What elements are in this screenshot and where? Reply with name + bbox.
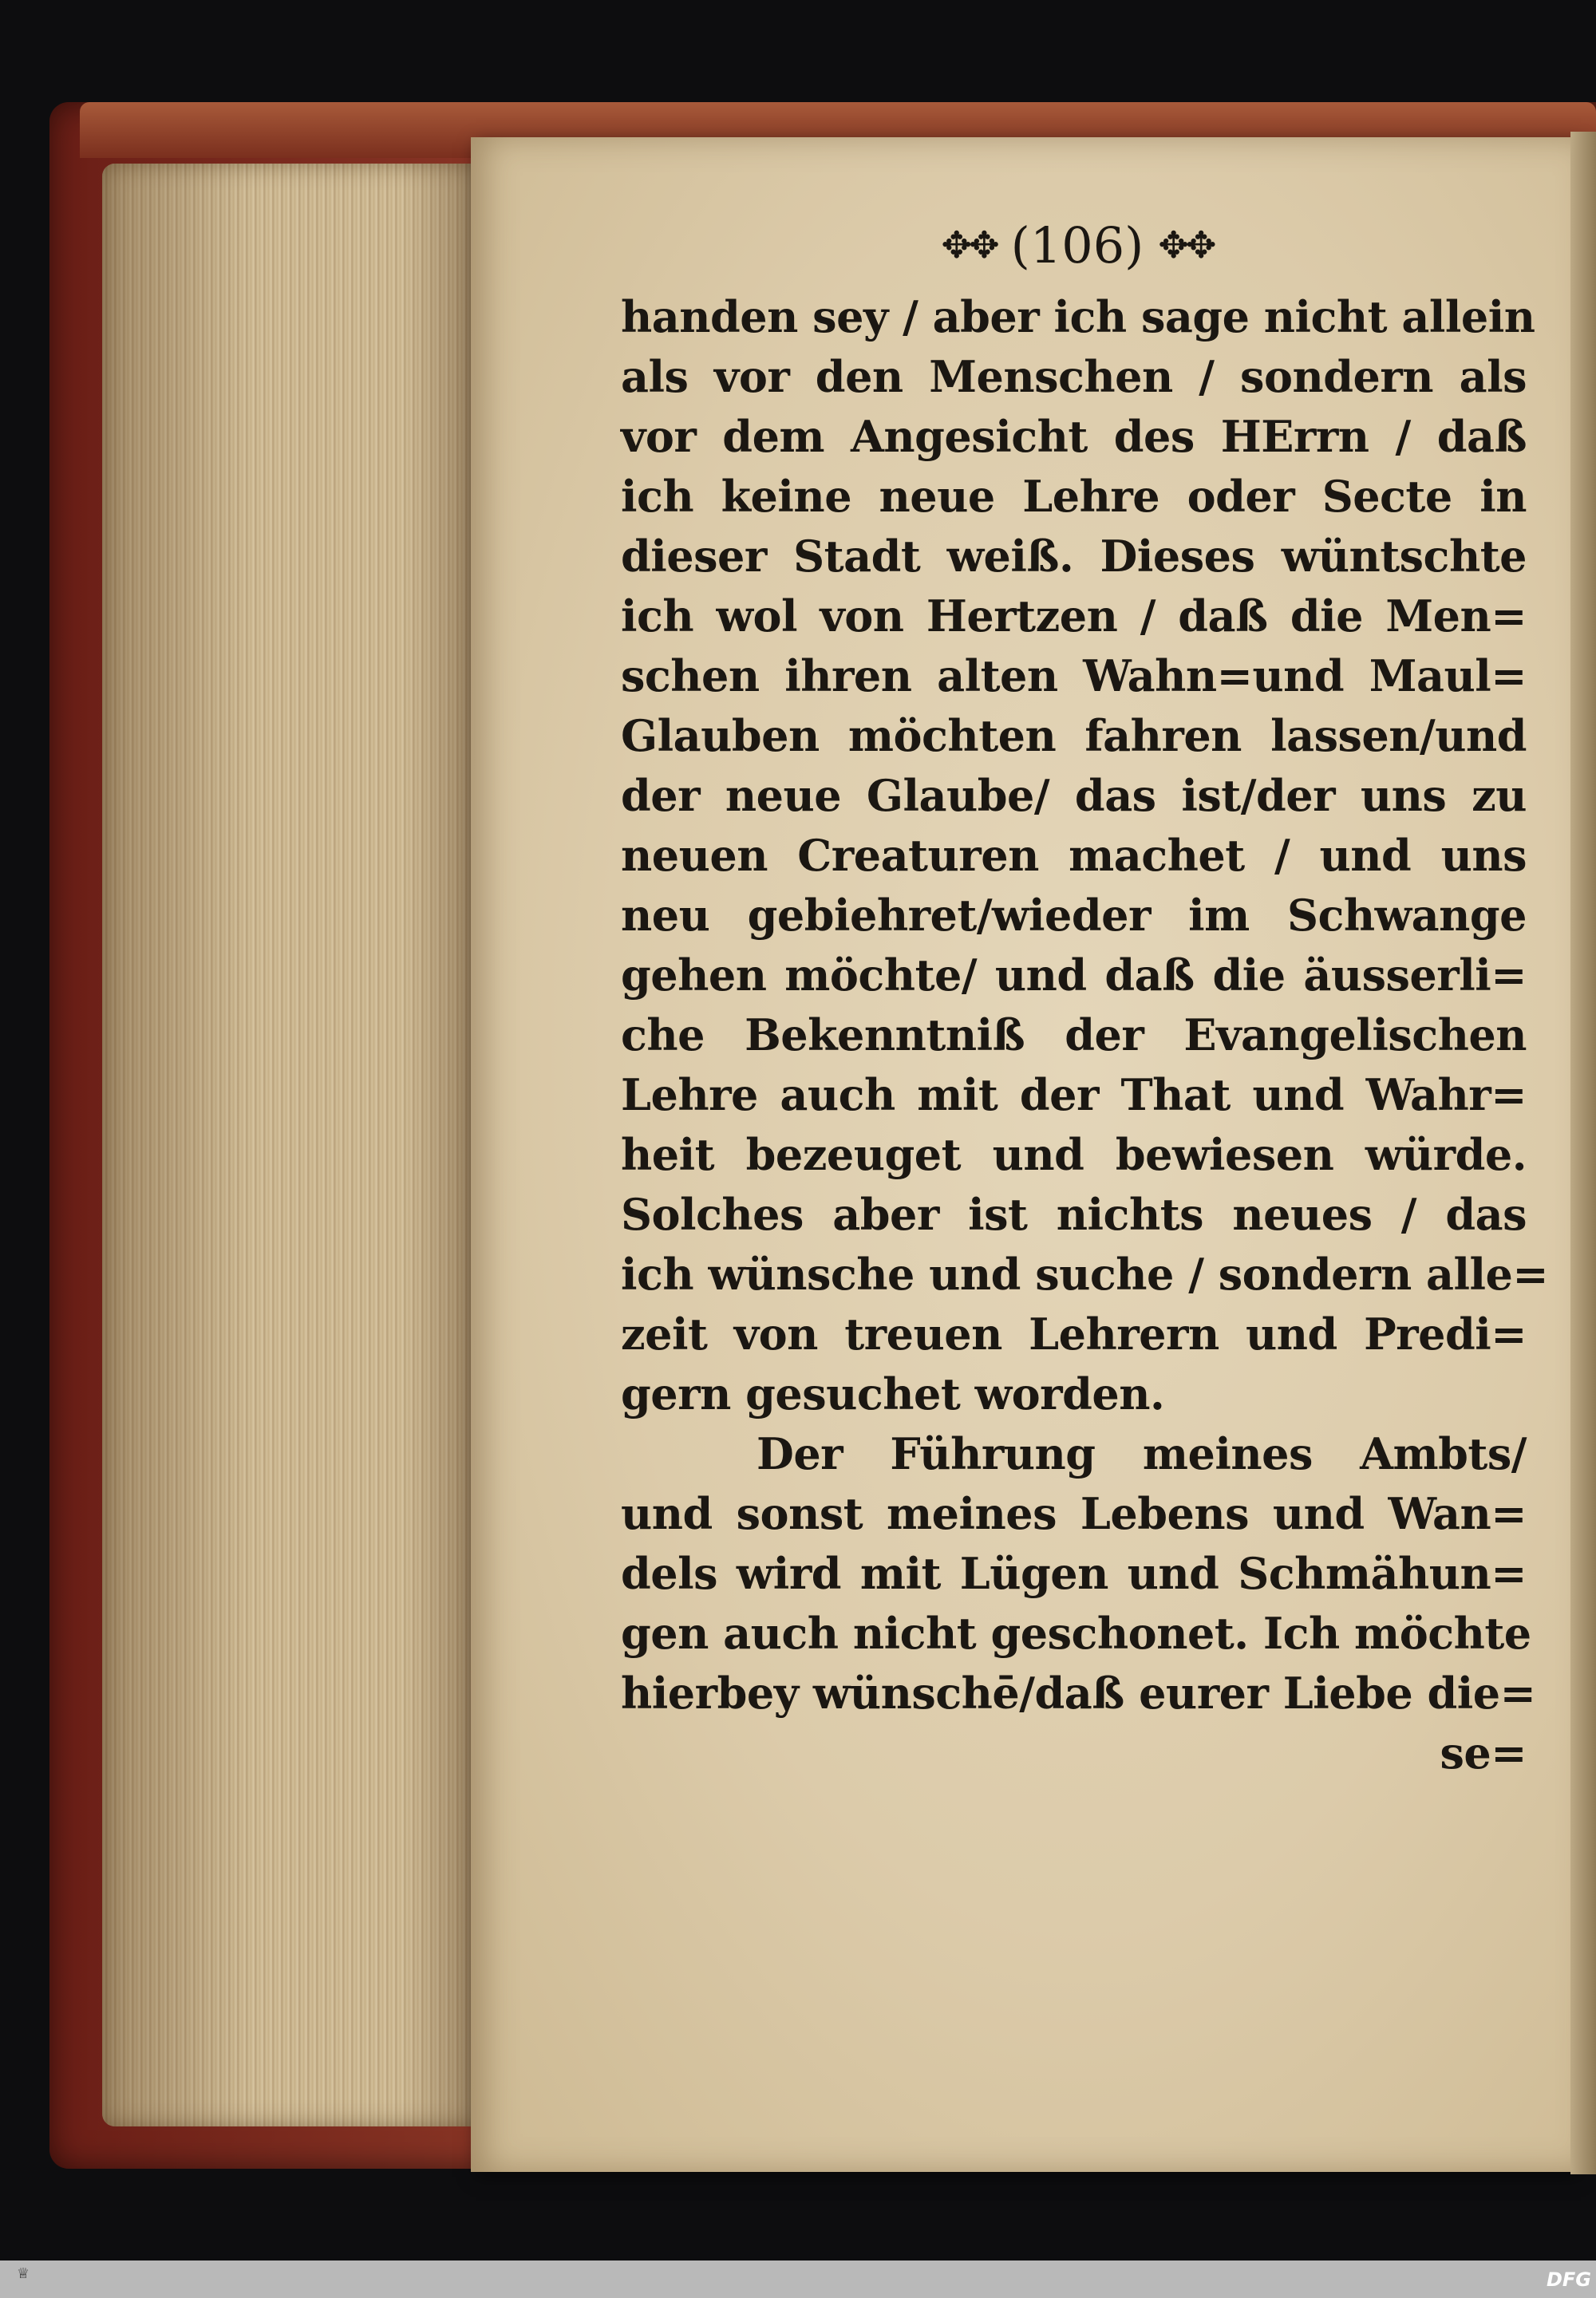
text-line: Solches aber ist nichts neues / das [621,1189,1527,1240]
text-line: ich wünsche und suche / sondern alle= [621,1249,1549,1300]
text-line: gen auch nicht geschonet. Ich möchte [621,1608,1531,1659]
text-line: gehen möchte/ und daß die äusserli= [621,950,1527,1001]
page-number: (106) [1010,215,1144,274]
text-line: als vor den Menschen / sondern als [621,351,1527,402]
library-logo [5,2266,41,2295]
text-line: hierbey wünschē/daß eurer Liebe die= [621,1668,1536,1719]
text-line: der neue Glaube/ das ist/der uns zu [621,770,1527,821]
text-line: gern gesuchet worden. [621,1368,1165,1419]
viewer-bottom-bar [0,2260,1596,2298]
text-line: zeit von treuen Lehrern und Predi= [621,1309,1527,1360]
text-line: neuen Creaturen machet / und uns [621,830,1527,881]
text-line: vor dem Angesicht des HErrn / daß [621,411,1527,462]
text-line: heit bezeuget und bewiesen würde. [621,1129,1527,1180]
text-line: handen sey / aber ich sage nicht allein [621,291,1535,342]
text-line: neu gebiehret/wieder im Schwange [621,890,1527,941]
page-block-shading [102,164,477,2126]
text-line: Lehre auch mit der That und Wahr= [621,1069,1527,1120]
header-ornament-right-icon: ✥✥ [1158,223,1214,267]
text-line: ich keine neue Lehre oder Secte in [621,471,1527,522]
text-line: und sonst meines Lebens und Wan= [621,1488,1527,1539]
text-line: che Bekenntniß der Evangelischen [621,1009,1527,1060]
text-line: schen ihren alten Wahn=und Maul= [621,650,1527,701]
text-line: Der Führung meines Ambts/ [757,1428,1527,1479]
text-line: Glauben möchten fahren lassen/und [621,710,1527,761]
catchword: se= [1440,1727,1527,1779]
dfg-logo: DFG [1546,2268,1591,2291]
text-line: dieser Stadt weiß. Dieses wüntschte [621,531,1527,582]
body-text [621,287,1549,1783]
library-seal-icon: ♕ [16,2265,30,2282]
header-ornament-left-icon: ✥✥ [941,223,997,267]
page-right-edge [1570,132,1596,2174]
text-line: ich wol von Hertzen / daß die Men= [621,590,1527,642]
text-line: dels wird mit Lügen und Schmähun= [621,1548,1527,1599]
page-header [886,209,1269,281]
